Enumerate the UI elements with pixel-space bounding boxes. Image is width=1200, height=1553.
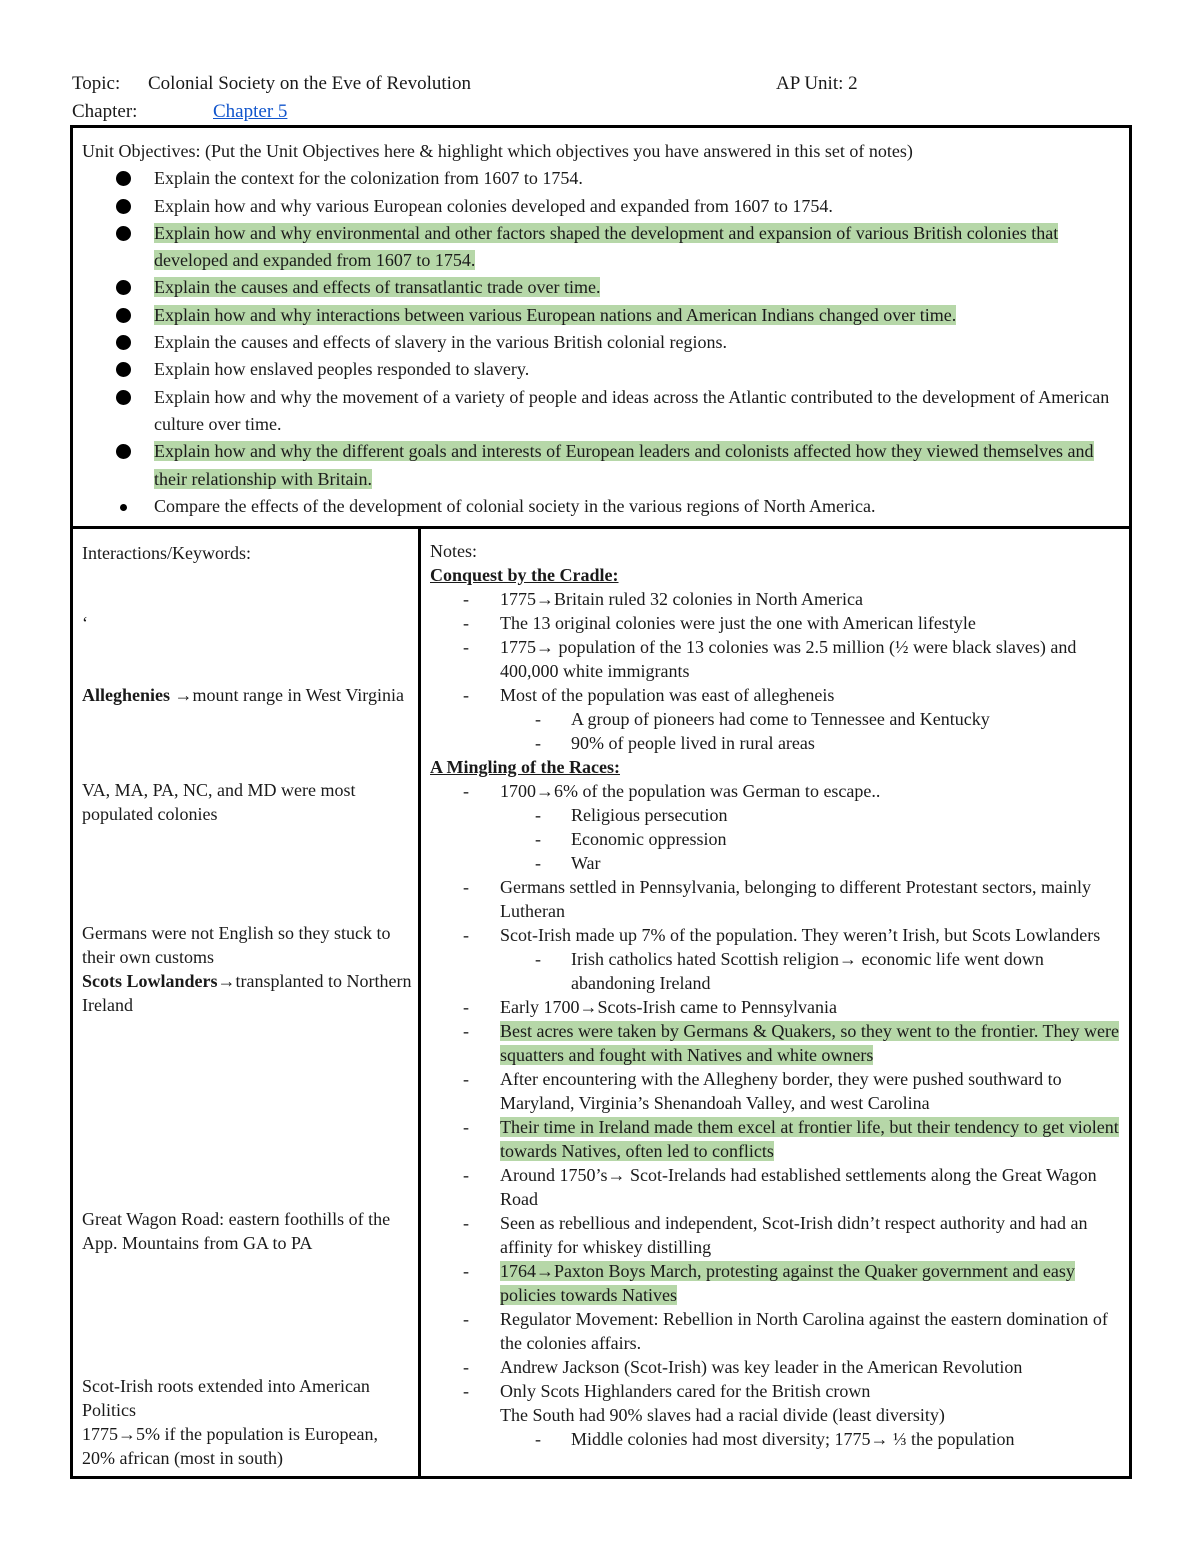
note-item: - Andrew Jackson (Scot-Irish) was key leader in the American Revolution <box>463 1357 1023 1377</box>
objective-item <box>82 274 1121 301</box>
bullet-icon <box>116 171 131 186</box>
keywords-heading: Interactions/Keywords: <box>82 543 251 563</box>
note-subitem: - War <box>535 853 601 873</box>
note-item: - Best acres were taken by Germans & Quakers, so they went to the frontier. They were squatters and fought with Natives and white owners <box>463 1021 1119 1065</box>
notes-table <box>70 125 1132 1479</box>
notes-heading: Notes: <box>430 541 477 561</box>
notes-column <box>421 529 1129 1476</box>
bullet-icon <box>116 444 131 459</box>
keyword-alleghenies: Alleghenies →mount range in West Virginia <box>82 685 404 705</box>
chapter-link[interactable]: Chapter 5 <box>213 101 288 122</box>
keyword-term: Scots Lowlanders→ <box>82 971 236 991</box>
objective-item <box>82 220 1121 275</box>
note-item: - 1700→6% of the population was German to escape.. <box>463 781 881 801</box>
bullet-icon <box>116 362 131 377</box>
highlighted-text: Explain the causes and effects of transatlantic trade over time. <box>154 277 601 298</box>
chapter-row <box>72 98 1132 126</box>
objective-item <box>82 438 1121 493</box>
note-item: - Most of the population was east of allegheneis <box>463 685 835 705</box>
unit-value: AP Unit: 2 <box>776 73 858 94</box>
section-heading: Conquest by the Cradle: <box>430 565 619 585</box>
keyword-scots: Scots Lowlanders→transplanted to Northern Ireland <box>82 971 412 1015</box>
objective-item: Explain how enslaved peoples responded to slavery. <box>82 356 1121 383</box>
note-item: - Scot-Irish made up 7% of the population. They weren’t Irish, but Scots Lowlanders <box>463 925 1101 945</box>
note-subitem: - Religious persecution <box>535 805 728 825</box>
highlighted-text: Their time in Ireland made them excel at frontier life, but their tendency to get violent towards Natives, often led to conflicts <box>500 1117 1119 1161</box>
topic-label: Topic: <box>72 73 121 94</box>
bullet-icon <box>116 390 131 405</box>
note-subitem: - 90% of people lived in rural areas <box>535 733 815 753</box>
highlighted-text: Explain how and why the different goals and interests of European leaders and colonists affected how they viewed themselves and their relationship with Britain. <box>154 441 1094 489</box>
section-heading: A Mingling of the Races: <box>430 757 620 777</box>
objective-item <box>82 302 1121 329</box>
topic-value: Colonial Society on the Eve of Revolution <box>148 73 471 94</box>
chapter-label: Chapter: <box>72 101 138 122</box>
bullet-icon <box>120 504 127 511</box>
highlighted-text: Explain how and why interactions between various European nations and American Indians changed over time. <box>154 304 957 325</box>
highlighted-text: Best acres were taken by Germans & Quakers, so they went to the frontier. They were squatters and fought with Natives and white owners <box>500 1021 1119 1065</box>
bullet-icon <box>116 226 131 241</box>
objective-item: Compare the effects of the development of colonial society in the various regions of North America. <box>82 493 1121 520</box>
keyword-populated: VA, MA, PA, NC, and MD were most populated colonies <box>82 780 356 824</box>
keyword-1775-stat: 1775→5% if the population is European, 20% african (most in south) <box>82 1424 378 1468</box>
note-item: - The 13 original colonies were just the one with American lifestyle <box>463 613 976 633</box>
note-item: - 1775→ population of the 13 colonies was 2.5 million (½ were black slaves) and 400,000 white immigrants <box>463 637 1077 681</box>
note-item: - Around 1750’s→ Scot-Irelands had established settlements along the Great Wagon Road <box>463 1165 1097 1209</box>
highlighted-text: 1764→Paxton Boys March, protesting against the Quaker government and easy policies towards Natives <box>500 1261 1075 1305</box>
keyword-germans: Germans were not English so they stuck to their own customs <box>82 923 391 967</box>
bullet-icon <box>116 280 131 295</box>
highlighted-text: Explain how and why environmental and other factors shaped the development and expansion of various British colonies that developed and expanded from 1607 to 1754. <box>154 222 1059 271</box>
note-subitem: - Irish catholics hated Scottish religion→ economic life went down abandoning Ireland <box>535 949 1044 993</box>
objective-item: Explain how and why the movement of a variety of people and ideas across the Atlantic contributed to the development of American culture over time. <box>82 384 1121 439</box>
objective-item: Explain how and why various European colonies developed and expanded from 1607 to 1754. <box>82 193 1121 220</box>
note-item: - Their time in Ireland made them excel at frontier life, but their tendency to get violent towards Natives, often led to conflicts <box>463 1117 1119 1161</box>
note-item: - 1775→Britain ruled 32 colonies in North America <box>463 589 863 609</box>
note-item: - Seen as rebellious and independent, Scot-Irish didn’t respect authority and had an affinity for whiskey distilling <box>463 1213 1088 1257</box>
keywords-column <box>73 529 421 1476</box>
note-item: - Early 1700→Scots-Irish came to Pennsylvania <box>463 997 837 1017</box>
note-item: - Regulator Movement: Rebellion in North Carolina against the eastern domination of the colonies affairs. <box>463 1309 1108 1353</box>
keyword-wagon-road: Great Wagon Road: eastern foothills of the App. Mountains from GA to PA <box>82 1209 391 1253</box>
objectives-list <box>82 165 1121 520</box>
note-subitem: - Economic oppression <box>535 829 727 849</box>
stray-mark: ‘ <box>82 613 88 633</box>
unit-objectives <box>73 128 1129 529</box>
note-plain: The South had 90% slaves had a racial divide (least diversity) <box>500 1405 945 1425</box>
note-item: - After encountering with the Allegheny border, they were pushed southward to Maryland, Virginia’s Shenandoah Valley, and west Carolina <box>463 1069 1062 1113</box>
bullet-icon <box>116 308 131 323</box>
bullet-icon <box>116 199 131 214</box>
objective-item: Explain the context for the colonization from 1607 to 1754. <box>82 165 1121 192</box>
notes-content <box>430 539 1120 1451</box>
topic-row <box>72 70 1132 98</box>
keyword-term: Alleghenies → <box>82 685 193 705</box>
note-subitem: - A group of pioneers had come to Tennessee and Kentucky <box>535 709 990 729</box>
objective-item: Explain the causes and effects of slavery in the various British colonial regions. <box>82 329 1121 356</box>
note-subitem: - Middle colonies had most diversity; 1775→ ⅓ the population <box>535 1429 1015 1449</box>
note-item: - Only Scots Highlanders cared for the British crown <box>463 1381 871 1401</box>
keyword-scot-irish: Scot-Irish roots extended into American Politics <box>82 1376 370 1420</box>
bullet-icon <box>116 335 131 350</box>
note-item: - 1764→Paxton Boys March, protesting against the Quaker government and easy policies towards Natives <box>463 1261 1075 1305</box>
objectives-heading: Unit Objectives: (Put the Unit Objectives here & highlight which objectives you have answered in this set of notes) <box>82 141 913 161</box>
page-header <box>72 70 1132 126</box>
note-item: - Germans settled in Pennsylvania, belonging to different Protestant sectors, mainly Lutheran <box>463 877 1092 921</box>
